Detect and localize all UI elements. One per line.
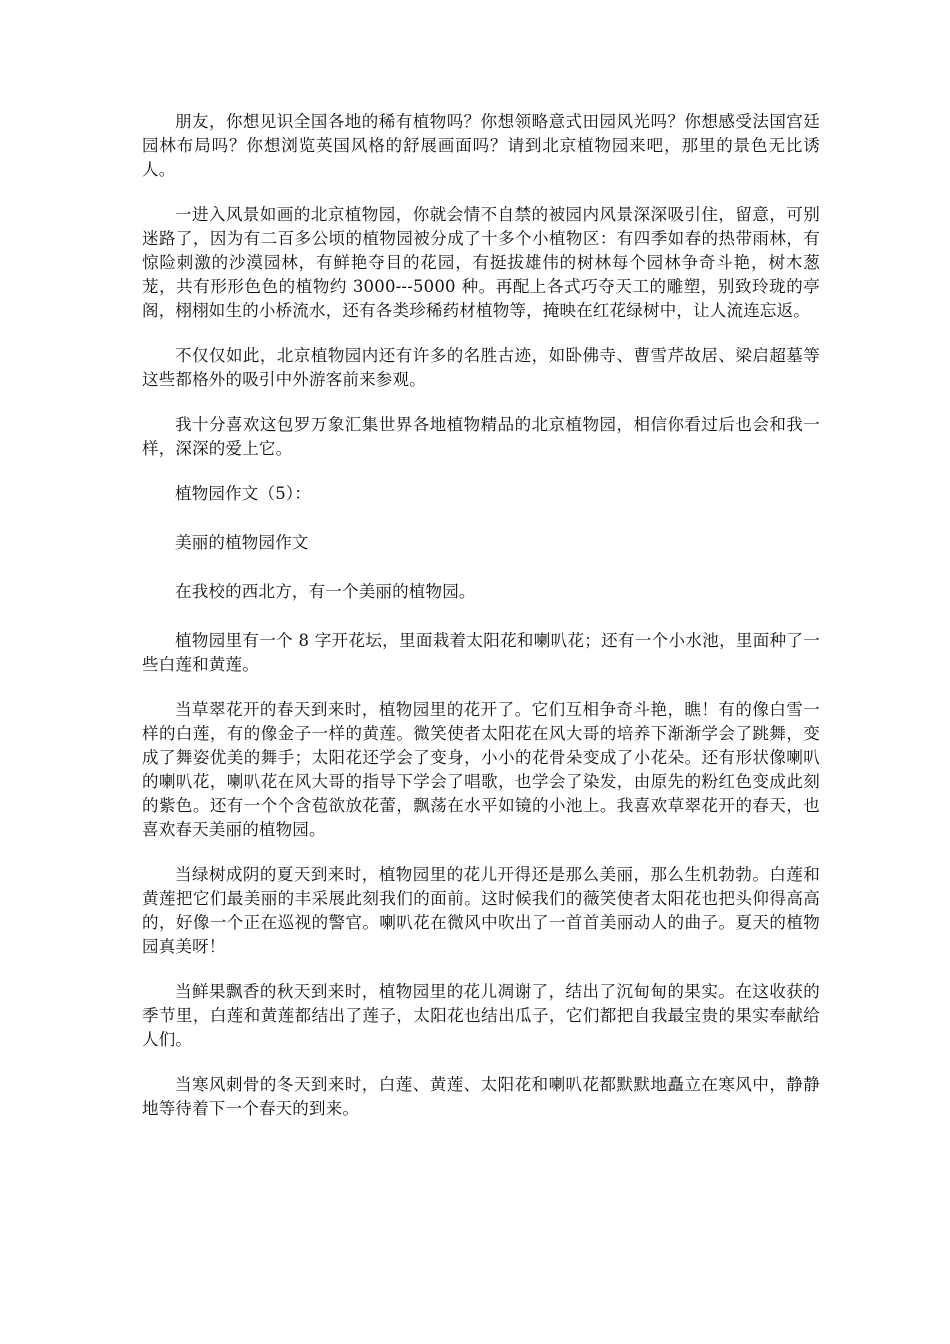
essay-title: 美丽的植物园作文 [175,533,309,552]
paragraph-flowerbed: 植物园里有一个 8 字开花坛，里面栽着太阳花和喇叭花；还有一个小水池，里面种了一些白莲和黄莲。 [142,631,820,674]
paragraph-intro: 朋友，你想见识全国各地的稀有植物吗？你想领略意式田园风光吗？你想感受法国宫廷园林布局吗？你想浏览英国风格的舒展画面吗？请到北京植物园来吧，那里的景色无比诱人。 [142,112,820,179]
paragraph-summer: 当绿树成阴的夏天到来时，植物园里的花儿开得还是那么美丽，那么生机勃勃。白莲和黄莲把它们最美丽的丰采展此刻我们的面前。这时候我们的薇笑使者太阳花也把头仰得高高的，好像一个正在巡视的警官。喇叭花在微风中吹出了一首首美丽动人的曲子。夏天的植物园真美呀！ [142,865,820,956]
paragraph-location: 在我校的西北方，有一个美丽的植物园。 [175,582,476,601]
section-heading: 植物园作文（5）： [175,484,312,503]
document-body [142,110,820,1142]
paragraph-autumn: 当鲜果飘香的秋天到来时，植物园里的花儿凋谢了，结出了沉甸甸的果实。在这收获的季节里，白莲和黄莲都结出了莲子，太阳花也结出瓜子，它们都把自我最宝贵的果实奉献给人们。 [142,982,820,1049]
paragraph-spring: 当草翠花开的春天到来时，植物园里的花开了。它们互相争奇斗艳，瞧！有的像白雪一样的白莲，有的像金子一样的黄莲。微笑使者太阳花在风大哥的培养下渐渐学会了跳舞，变成了舞姿优美的舞手；太阳花还学会了变身，小小的花骨朵变成了小花朵。还有形状像喇叭的喇叭花，喇叭花在风大哥的指导下学会了唱歌，也学会了染发，由原先的粉红色变成此刻的紫色。还有一个个含苞欲放花蕾，飘荡在水平如镜的小池上。我喜欢草翠花开的春天，也喜欢春天美丽的植物园。 [142,700,820,839]
paragraph-historic-sites: 不仅仅如此，北京植物园内还有许多的名胜古迹，如卧佛寺、曹雪芹故居、梁启超墓等这些都格外的吸引中外游客前来参观。 [142,346,820,389]
paragraph-winter: 当寒风刺骨的冬天到来时，白莲、黄莲、太阳花和喇叭花都默默地矗立在寒风中，静静地等待着下一个春天的到来。 [142,1075,820,1118]
paragraph-conclusion: 我十分喜欢这包罗万象汇集世界各地植物精品的北京植物园，相信你看过后也会和我一样，深深的爱上它。 [142,415,820,458]
paragraph-garden-areas: 一进入风景如画的北京植物园，你就会情不自禁的被园内风景深深吸引住，留意，可别迷路了，因为有二百多公顷的植物园被分成了十多个小植物区：有四季如春的热带雨林，有惊险刺激的沙漠园林，有鲜艳夺目的花园，有挺拔雄伟的树林每个园林争奇斗艳，树木葱茏，共有形形色色的植物约 3000---5000 种。再配上各式巧夺天工的雕塑，别致玲珑的亭阁，栩栩如生的小桥流水，还有各类珍稀药材植物等，掩映在红花绿树中，让人流连忘返。 [142,205,820,320]
